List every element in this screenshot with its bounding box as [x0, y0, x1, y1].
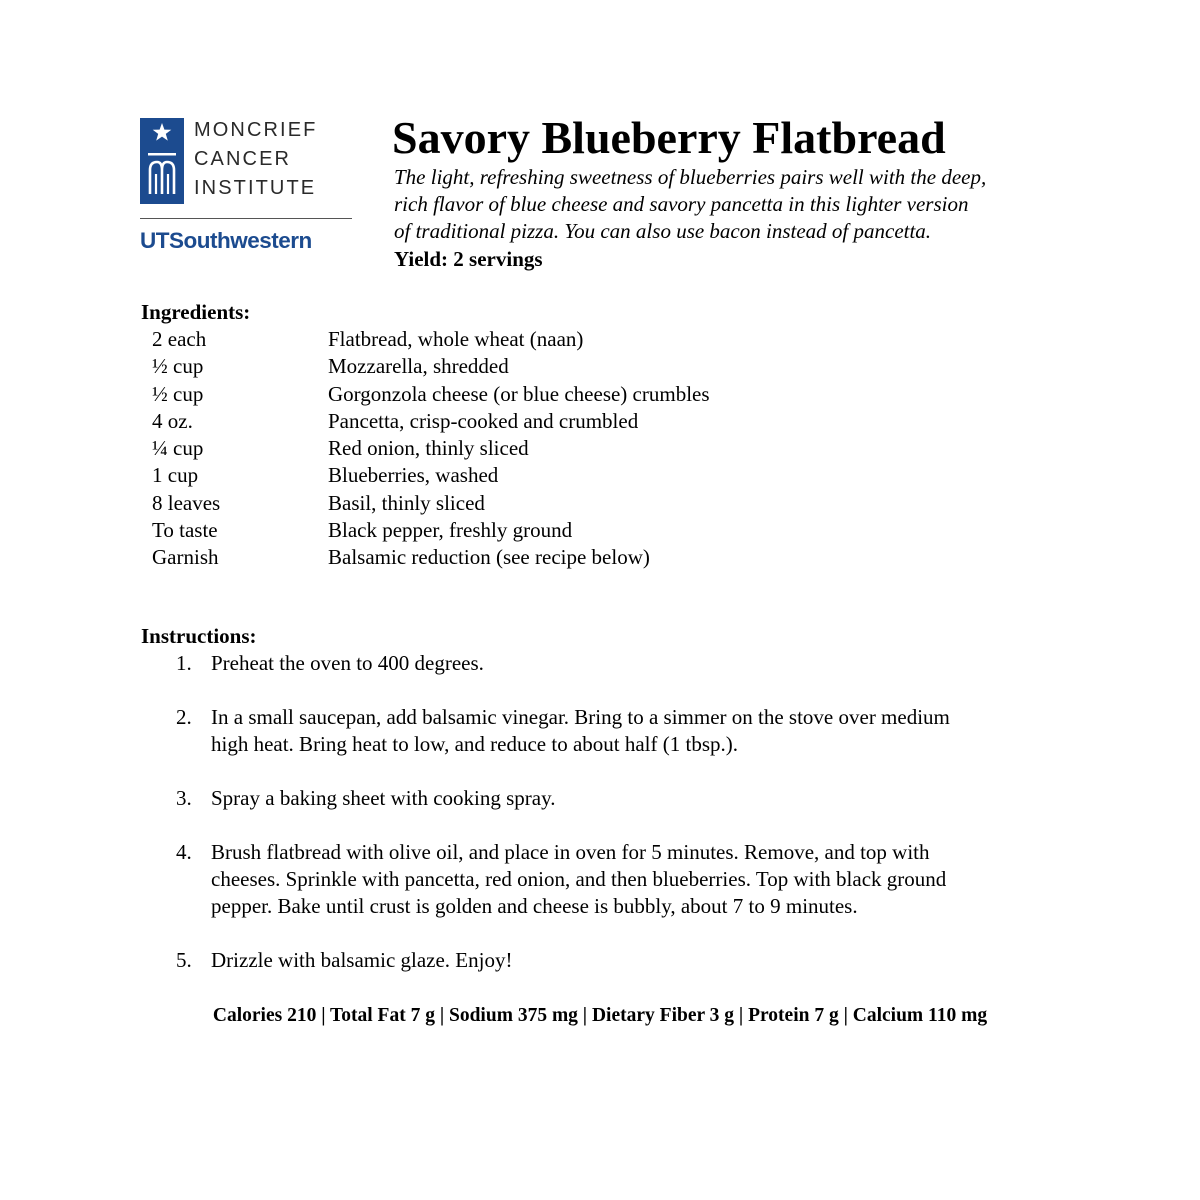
description-line: The light, refreshing sweetness of blueberries pairs well with the deep, [394, 165, 987, 189]
ingredient-quantity: ½ cup [152, 354, 204, 379]
instruction-step [176, 704, 1076, 758]
step-number: 4. [176, 840, 192, 864]
step-text: cheeses. Sprinkle with pancetta, red onion, and then blueberries. Top with black ground [211, 867, 947, 891]
instructions-list [176, 650, 1076, 974]
moncrief-emblem-icon [140, 118, 184, 204]
ingredient-quantity: ½ cup [152, 381, 204, 406]
step-text: Preheat the oven to 400 degrees. [211, 651, 484, 675]
ingredient-name: Mozzarella, shredded [328, 354, 509, 379]
ingredient-quantity: 4 oz. [152, 408, 193, 433]
instruction-step [176, 785, 1076, 812]
ingredient-row [152, 353, 952, 380]
logo-wordmark [194, 116, 317, 203]
description-line: rich flavor of blue cheese and savory pancetta in this lighter version [394, 192, 969, 216]
ingredient-row [152, 408, 952, 435]
recipe-yield: Yield: 2 servings [394, 247, 543, 271]
instruction-step [176, 839, 1076, 920]
ingredient-row [152, 435, 952, 462]
step-text: pepper. Bake until crust is golden and cheese is bubbly, about 7 to 9 minutes. [211, 894, 858, 918]
step-number: 2. [176, 705, 192, 729]
logo-line: CANCER [194, 148, 292, 170]
logo-line: MONCRIEF [194, 119, 318, 141]
ingredient-name: Pancetta, crisp-cooked and crumbled [328, 408, 639, 433]
ingredient-quantity: Garnish [152, 545, 219, 570]
ingredient-name: Balsamic reduction (see recipe below) [328, 545, 650, 570]
step-text: Spray a baking sheet with cooking spray. [211, 786, 556, 810]
ingredient-quantity: 2 each [152, 327, 207, 351]
ingredient-row [152, 517, 952, 544]
ingredient-name: Blueberries, washed [328, 463, 499, 488]
instructions-heading: Instructions: [141, 624, 257, 648]
nutrition-facts: Calories 210 | Total Fat 7 g | Sodium 375 mg | Dietary Fiber 3 g | Protein 7 g | Calcium 110 mg [212, 1005, 988, 1026]
ingredient-quantity: To taste [152, 518, 218, 543]
ingredient-row [152, 544, 952, 571]
step-number: 1. [176, 651, 192, 675]
instruction-step [176, 650, 1076, 677]
ingredient-row [152, 490, 952, 517]
ut-southwestern-wordmark: UTSouthwestern [140, 228, 312, 253]
ingredient-name: Basil, thinly sliced [328, 490, 485, 515]
ingredients-list [152, 326, 952, 572]
ingredient-row [152, 326, 952, 353]
step-text: Brush flatbread with olive oil, and place in oven for 5 minutes. Remove, and top with [211, 840, 930, 864]
logo-line: INSTITUTE [194, 177, 317, 199]
ingredient-name: Gorgonzola cheese (or blue cheese) crumbles [328, 381, 710, 406]
step-number: 3. [176, 786, 192, 810]
ingredients-heading: Ingredients: [141, 300, 251, 324]
description-line: of traditional pizza. You can also use bacon instead of pancetta. [394, 219, 932, 243]
recipe-title: Savory Blueberry Flatbread [392, 112, 946, 163]
ingredient-name: Red onion, thinly sliced [328, 436, 529, 461]
ingredient-quantity: 8 leaves [152, 490, 221, 515]
institute-logo [140, 116, 356, 262]
step-text: In a small saucepan, add balsamic vinegar. Bring to a simmer on the stove over medium [211, 705, 950, 729]
ingredient-row [152, 462, 952, 489]
ingredient-row [152, 381, 952, 408]
step-number: 5. [176, 948, 192, 972]
step-text: high heat. Bring heat to low, and reduce to about half (1 tbsp.). [211, 732, 738, 756]
ingredient-name: Flatbread, whole wheat (naan) [328, 327, 584, 351]
step-text: Drizzle with balsamic glaze. Enjoy! [211, 948, 513, 972]
ingredient-quantity: ¼ cup [152, 436, 204, 461]
ingredient-name: Black pepper, freshly ground [328, 518, 573, 543]
ingredient-quantity: 1 cup [152, 463, 199, 488]
recipe-description [394, 164, 1094, 245]
instruction-step [176, 947, 1076, 974]
logo-divider [140, 218, 352, 219]
